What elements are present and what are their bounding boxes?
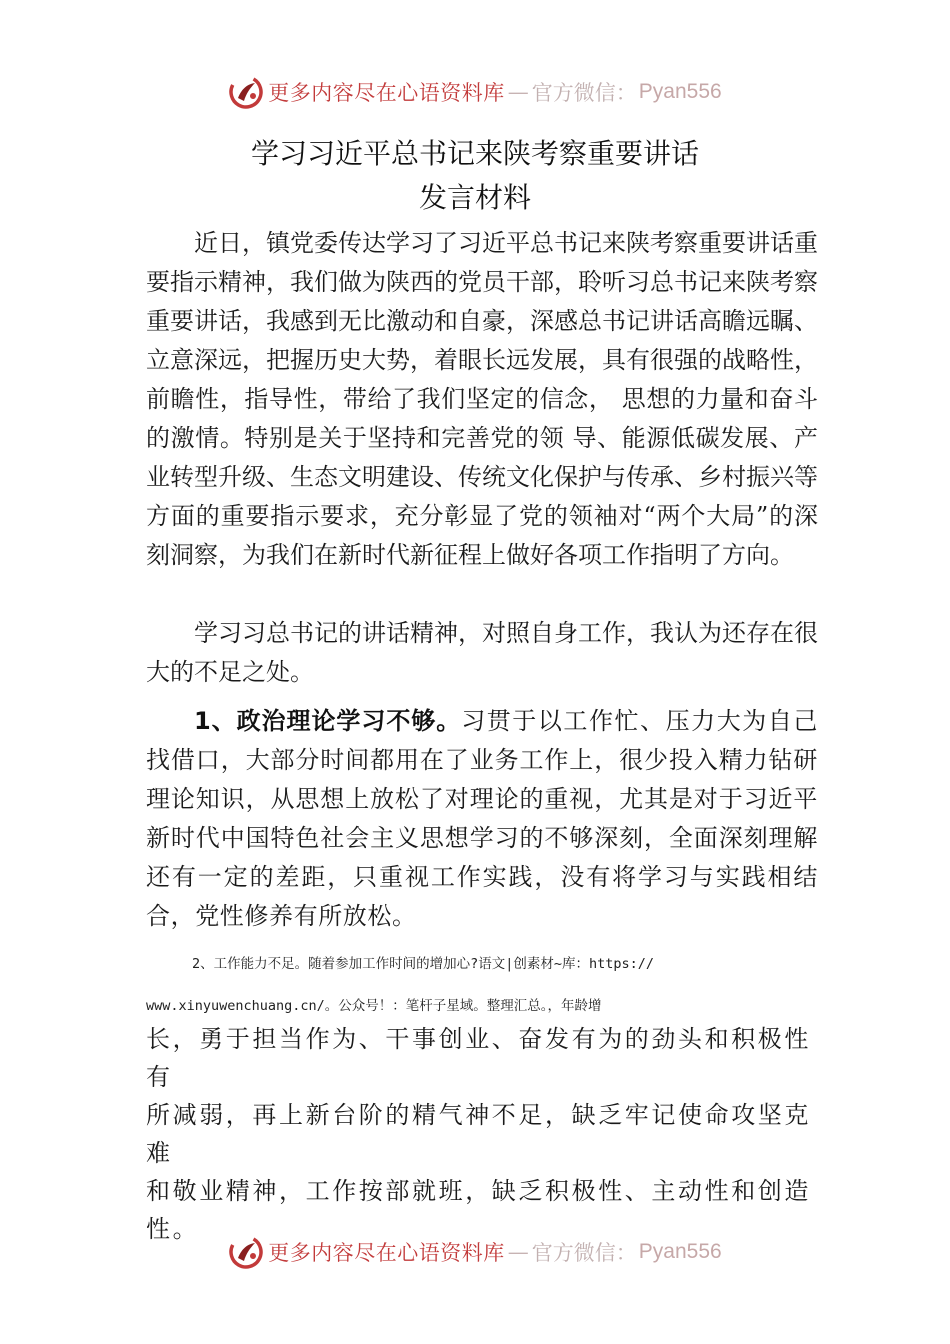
inserted-line-1: 2、工作能力不足。随着参加工作时间的增加心?语文|创素材~库：https:// (192, 956, 655, 972)
document-title-line1: 学习习近平总书记来陕考察重要讲话 (250, 137, 699, 170)
brand-logo-icon (228, 1234, 264, 1270)
banner-official-label: 官方微信： (531, 81, 637, 105)
paragraph-2 (146, 614, 818, 692)
section-1-body: 习贯于以工作忙、压力大为自己找借口，大部分时间都用在了业务工作上，很少投入精力钻研理论知识，从思想上放松了对理论的重视，尤其是对于习近平新时代中国特色社会主义思想学习的不够深刻，全面深刻理解还有一定的差距，只重视工作实践，没有将学习与实践相结合，党性修养有所放松。 (146, 707, 819, 930)
paragraph-4-line2: 所减弱，再上新台阶的精气神不足，缺乏牢记使命攻坚克难 (146, 1101, 811, 1167)
inserted-line-2: www.xinyuwenchuang.cn/。公众号！：笔杆子星域。整理汇总。，年龄增 (146, 998, 602, 1014)
paragraph-1 (146, 224, 818, 575)
paragraph-4-line1: 长，勇于担当作为、干事创业、奋发有为的劲头和积极性有 (146, 1025, 811, 1091)
paragraph-4-line3: 和敬业精神，工作按部就班，缺乏积极性、主动性和创造性。 (146, 1177, 811, 1243)
header-banner (0, 72, 950, 112)
paragraph-3 (146, 702, 818, 936)
banner-main-text: 更多内容尽在心语资料库 (268, 1241, 505, 1265)
paragraph-1-text: 近日，镇党委传达学习了习近平总书记来陕考察重要讲话重要指示精神，我们做为陕西的党员干部，聆听习总书记来陕考察重要讲话，我感到无比激动和自豪，深感总书记讲话高瞻远瞩、立意深远，把握历史大势，着眼长远发展，具有很强的战略性，前瞻性，指导性，带给了我们坚定的信念， 思想的力量和奋斗的激情。特别是关于坚持和完善党的领 导、能源低碳发展、产业转型升级、生态文明建设、传统文化保护与传承、乡村振兴等方面的重要指示要求，充分彰显了党的领袖对“两个大局”的深刻洞察，为我们在新时代新征程上做好各项工作指明了方向。 (146, 229, 818, 569)
banner-wechat-id: Pyan556 (638, 80, 722, 103)
banner-separator: — (507, 1240, 529, 1264)
paragraph-2-text: 学习习总书记的讲话精神，对照自身工作，我认为还存在很大的不足之处。 (146, 619, 818, 686)
brand-logo-icon (228, 74, 264, 110)
section-1-heading: 1、政治理论学习不够。 (194, 707, 462, 735)
banner-official-label: 官方微信： (531, 1241, 637, 1265)
paragraph-3-text (146, 702, 818, 936)
banner-wechat-id: Pyan556 (638, 1240, 722, 1263)
paragraph-4 (146, 1020, 818, 1248)
banner-separator: — (507, 80, 529, 104)
document-title-line2: 发言材料 (418, 181, 531, 214)
banner-main-text: 更多内容尽在心语资料库 (268, 81, 505, 105)
footer-banner (0, 1232, 950, 1272)
